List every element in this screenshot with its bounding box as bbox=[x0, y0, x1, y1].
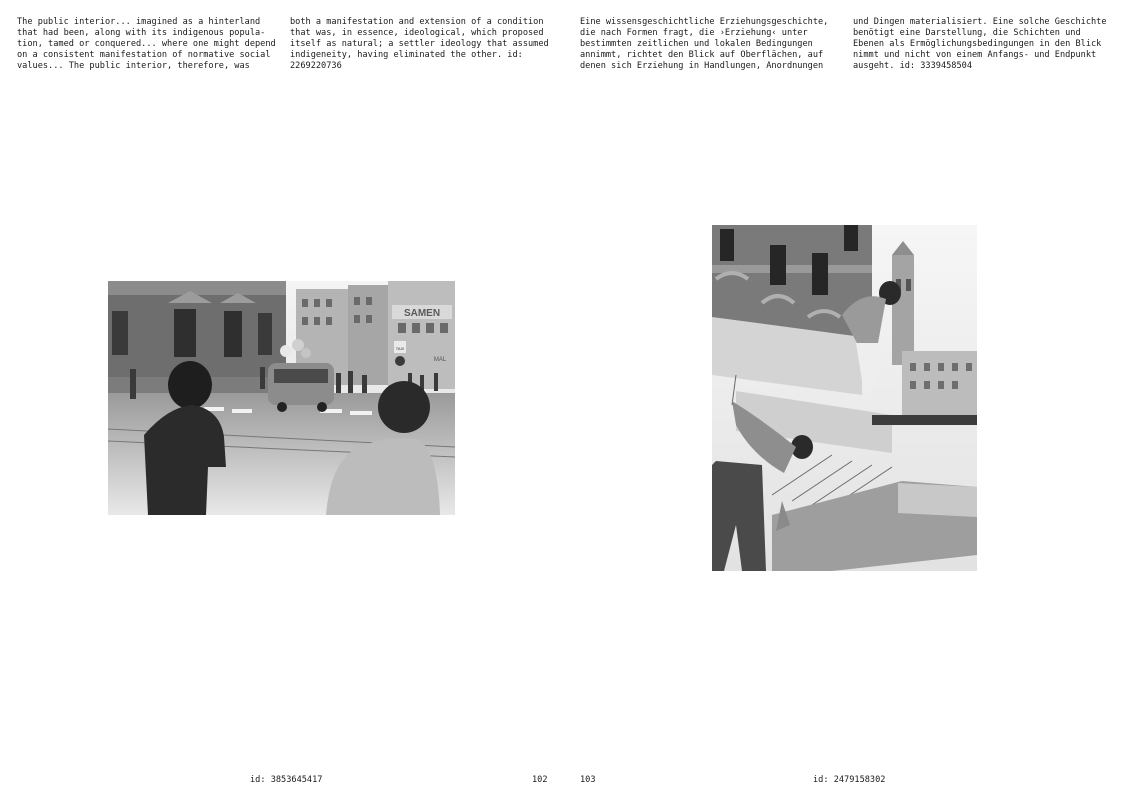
sign-samen: SAMEN bbox=[403, 308, 441, 319]
left-page bbox=[0, 0, 563, 797]
left-text-column-2: both a manifestation and extension of a condition that was, in essence, ideological, which proposed itself as natural; a settler ideology that assumed indigeneity, having eliminated the other. id: 2269220736 bbox=[290, 17, 549, 71]
right-page bbox=[563, 0, 1127, 797]
sign-taxi: TAXI bbox=[395, 346, 405, 351]
construction-workers-photo bbox=[712, 225, 977, 571]
left-page-number: 102 bbox=[532, 775, 548, 785]
right-text-column-2: und Dingen materialisiert. Eine solche Geschichte benötigt eine Darstellung, die Schichten und Ebenen als Ermöglichungsbedingungen in den Blick nimmt und nicht von einem Anfangs- und Endpunkt ausgeht. id: 3339458504 bbox=[853, 17, 1107, 71]
street-scene-photo bbox=[108, 281, 455, 515]
right-text-column-1: Eine wissensgeschichtliche Erziehungsgeschichte, die nach Formen fragt, die ›Erziehung‹ unter bestimmten zeitlichen und lokalen Bedingungen annimmt, richtet den Blick auf Oberflächen, auf denen sich Erziehung in Handlungen, Anordnungen bbox=[580, 17, 829, 71]
left-photo-id: id: 3853645417 bbox=[250, 775, 323, 785]
left-text-column-1: The public interior... imagined as a hinterland that had been, along with its indigenous popula- tion, tamed or conquered... where one might depend on a consistent manifestation of normative social values... The public interior, therefore, was bbox=[17, 17, 276, 71]
sign-mal: MAL bbox=[433, 357, 447, 363]
right-photo-id: id: 2479158302 bbox=[813, 775, 886, 785]
right-page-number: 103 bbox=[580, 775, 596, 785]
